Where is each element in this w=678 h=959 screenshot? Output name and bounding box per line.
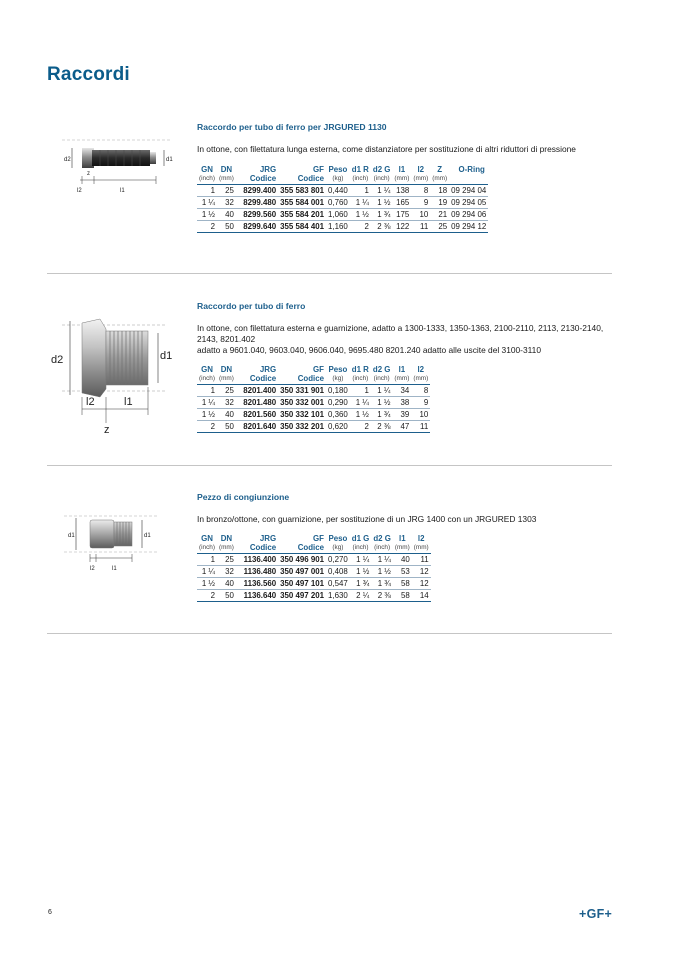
col-header: d2 G (372, 365, 391, 374)
col-unit: (mm) (411, 175, 430, 185)
cell-peso: 0,180 (328, 385, 348, 395)
cell-peso: 0,547 (328, 578, 348, 588)
section-divider (47, 633, 612, 634)
col-header: JRG (259, 165, 277, 174)
col-unit: Codice (236, 175, 278, 185)
cell-gf: 355 584 401 (280, 222, 325, 232)
cell-l2: 14 (412, 590, 431, 602)
col-header: GF (313, 365, 325, 374)
cell-l1: 58 (393, 590, 412, 602)
cell-oring: 09 294 06 (451, 209, 487, 219)
cell-l1: 47 (392, 421, 411, 433)
spec-table (197, 165, 488, 233)
cell-gf: 350 497 201 (280, 591, 325, 601)
table-row (197, 590, 431, 602)
cell-d1: 1 (350, 384, 371, 396)
cell-l1: 38 (392, 396, 411, 408)
col-header: GF (313, 534, 325, 543)
cell-oring: 09 294 05 (451, 197, 487, 207)
table-row (197, 553, 431, 565)
gf-logo: +GF+ (579, 907, 613, 921)
cell-d1: 1 ¼ (350, 553, 372, 565)
col-unit: (kg) (326, 544, 350, 554)
cell-peso: 0,760 (328, 197, 348, 207)
section-description: adatto a 9601.040, 9603.040, 9606.040, 9695.480 8201.240 adatto alle uscite del 3100-3110 (197, 345, 541, 355)
label-z: z (87, 171, 90, 177)
col-unit: (kg) (326, 375, 350, 385)
cell-gn: 1 (197, 384, 217, 396)
cell-jrg: 8299.560 (236, 208, 278, 220)
cell-l2: 9 (411, 396, 430, 408)
cell-l1: 53 (393, 565, 412, 577)
table-row (197, 384, 430, 396)
cell-peso: 0,440 (328, 185, 348, 195)
label-d1-right: d1 (144, 533, 151, 539)
cell-dn: 32 (217, 565, 236, 577)
cell-l2: 11 (411, 421, 430, 433)
cell-l2: 10 (411, 208, 430, 220)
section-divider (47, 465, 612, 466)
col-header: GN (201, 165, 213, 174)
cell-z: 21 (430, 208, 449, 220)
col-header: d2 G (372, 165, 391, 174)
section-description: In ottone, con filettatura lunga esterna, come distanziatore per sostituzione di altri riduttori di pressione (197, 144, 576, 154)
section-content (197, 301, 617, 433)
label-l2: l2 (90, 566, 95, 572)
col-unit: (mm) (217, 175, 236, 185)
cell-gf: 350 332 001 (280, 397, 325, 407)
cell-gf: 355 584 201 (280, 209, 325, 219)
col-unit: (mm) (217, 375, 236, 385)
table-units-row (197, 544, 431, 554)
label-d1-left: d1 (68, 533, 75, 539)
table-row (197, 421, 430, 433)
cell-z: 25 (430, 221, 449, 233)
spec-table (197, 365, 430, 433)
col-unit: (inch) (350, 175, 371, 185)
cell-l1: 165 (392, 196, 411, 208)
cell-dn: 25 (217, 184, 236, 196)
cell-dn: 40 (217, 577, 236, 589)
cell-gf: 350 331 901 (280, 385, 325, 395)
col-unit: (inch) (371, 375, 393, 385)
col-unit: (mm) (392, 375, 411, 385)
col-header: GN (201, 534, 213, 543)
section-title: Pezzo di congiunzione (197, 492, 290, 502)
fitting-drawing-connector (62, 500, 162, 580)
col-header: l2 (417, 534, 425, 543)
cell-peso: 0,620 (328, 422, 348, 432)
cell-dn: 40 (217, 408, 236, 420)
cell-gn: 1 (197, 553, 217, 565)
cell-l1: 34 (392, 384, 411, 396)
col-unit: (mm) (393, 544, 412, 554)
cell-gf: 350 497 001 (280, 566, 325, 576)
cell-d2: 2 ⅜ (371, 221, 393, 233)
col-unit: (inch) (197, 375, 217, 385)
col-header: JRG (259, 365, 277, 374)
col-unit: Codice (278, 544, 326, 554)
cell-l1: 138 (392, 184, 411, 196)
cell-dn: 50 (217, 590, 236, 602)
col-header: l1 (399, 534, 406, 543)
cell-jrg: 1136.640 (236, 590, 278, 602)
cell-l2: 12 (412, 565, 431, 577)
col-unit: (inch) (371, 544, 393, 554)
cell-jrg: 8201.560 (236, 408, 278, 420)
label-d2: d2 (51, 354, 64, 366)
cell-d2: 1 ½ (371, 196, 393, 208)
label-l1: l1 (112, 566, 117, 572)
cell-d1: 1 ¼ (350, 196, 371, 208)
label-l2: l2 (86, 396, 95, 408)
cell-peso: 0,290 (328, 397, 348, 407)
cell-l1: 58 (393, 577, 412, 589)
cell-d1: 1 ½ (350, 408, 371, 420)
table-row (197, 577, 431, 589)
table-row (197, 184, 488, 196)
col-unit: Codice (236, 544, 278, 554)
label-l1: l1 (120, 188, 125, 194)
col-header: l1 (398, 365, 406, 374)
table-row (197, 565, 431, 577)
cell-gn: 1 (197, 184, 217, 196)
col-header: Peso (328, 534, 348, 543)
cell-l2: 12 (412, 577, 431, 589)
col-unit: (inch) (197, 175, 217, 185)
section-title: Raccordo per tubo di ferro (197, 301, 306, 311)
cell-gf: 350 332 101 (280, 409, 325, 419)
col-unit: Codice (236, 375, 278, 385)
table-header-row (197, 165, 488, 175)
table-row (197, 408, 430, 420)
col-header: Peso (328, 365, 348, 374)
cell-d2: 1 ½ (371, 565, 393, 577)
cell-gn: 1 ¼ (197, 396, 217, 408)
col-unit: (inch) (350, 544, 372, 554)
cell-gf: 355 583 801 (280, 185, 325, 195)
cell-l1: 175 (392, 208, 411, 220)
cell-peso: 0,360 (328, 409, 348, 419)
section-title: Raccordo per tubo di ferro per JRGURED 1130 (197, 122, 387, 132)
cell-l2: 8 (411, 184, 430, 196)
cell-jrg: 1136.480 (236, 565, 278, 577)
table-units-row (197, 375, 430, 385)
cell-l1: 122 (392, 221, 411, 233)
col-header: d1 R (351, 365, 369, 374)
cell-d1: 2 ¼ (350, 590, 372, 602)
cell-d1: 1 ½ (350, 208, 371, 220)
col-unit (449, 175, 488, 185)
col-unit: (inch) (371, 175, 393, 185)
col-header: l2 (417, 365, 425, 374)
cell-gf: 350 496 901 (280, 554, 325, 564)
cell-d1: 1 ¼ (350, 396, 371, 408)
col-unit: (inch) (197, 544, 217, 554)
col-header: DN (220, 365, 233, 374)
cell-gn: 2 (197, 221, 217, 233)
cell-jrg: 8201.480 (236, 396, 278, 408)
cell-gf: 350 332 201 (280, 422, 325, 432)
cell-peso: 0,408 (328, 566, 348, 576)
cell-oring: 09 294 12 (451, 222, 487, 232)
table-row (197, 396, 430, 408)
col-unit: (mm) (217, 544, 236, 554)
cell-gn: 2 (197, 590, 217, 602)
cell-d2: 1 ½ (371, 396, 393, 408)
cell-d1: 2 (350, 421, 371, 433)
cell-peso: 1,160 (328, 222, 348, 232)
section-description: In bronzo/ottone, con guarnizione, per sostituzione di un JRG 1400 con un JRGURED 1303 (197, 514, 537, 524)
col-unit: (mm) (392, 175, 411, 185)
label-d2: d2 (64, 157, 71, 163)
cell-gn: 1 ½ (197, 208, 217, 220)
cell-peso: 1,630 (328, 591, 348, 601)
label-d1: d1 (160, 350, 173, 362)
label-d1: d1 (166, 157, 173, 163)
cell-gf: 350 497 101 (280, 578, 325, 588)
table-units-row (197, 175, 488, 185)
col-unit: (mm) (430, 175, 449, 185)
cell-l2: 10 (411, 408, 430, 420)
cell-d2: 2 ⅜ (371, 421, 393, 433)
table-row (197, 221, 488, 233)
section-divider (47, 273, 612, 274)
cell-dn: 50 (217, 421, 236, 433)
col-unit: (kg) (326, 175, 350, 185)
cell-gn: 2 (197, 421, 217, 433)
cell-l2: 8 (411, 384, 430, 396)
label-z: z (104, 424, 110, 435)
col-header: Z (437, 165, 443, 174)
cell-dn: 32 (217, 196, 236, 208)
col-header: GN (201, 365, 213, 374)
table-row (197, 196, 488, 208)
cell-gn: 1 ½ (197, 577, 217, 589)
section-description: In ottone, con filettatura esterna e guarnizione, adatto a 1300-1333, 1350-1363, 2100-2110, 2113, 2130-2140, 2143, 8201.402 (197, 323, 604, 344)
cell-oring: 09 294 04 (451, 185, 487, 195)
col-header: Peso (328, 165, 348, 174)
cell-d2: 1 ¾ (371, 408, 393, 420)
cell-jrg: 8299.640 (236, 221, 278, 233)
col-header: JRG (259, 534, 277, 543)
fitting-drawing-hex-union (48, 305, 178, 435)
col-header: d1 G (351, 534, 370, 543)
spec-table (197, 534, 431, 602)
col-header: DN (220, 534, 233, 543)
cell-gn: 1 ¼ (197, 565, 217, 577)
cell-d1: 1 ½ (350, 565, 372, 577)
cell-gn: 1 ½ (197, 408, 217, 420)
cell-dn: 25 (217, 384, 236, 396)
cell-l1: 40 (393, 553, 412, 565)
cell-jrg: 8201.640 (236, 421, 278, 433)
cell-d2: 1 ¼ (371, 553, 393, 565)
col-header: d1 R (351, 165, 369, 174)
cell-gf: 355 584 001 (280, 197, 325, 207)
cell-peso: 0,270 (328, 554, 348, 564)
cell-l1: 39 (392, 408, 411, 420)
cell-d1: 2 (350, 221, 371, 233)
fitting-drawing-long-thread (60, 130, 175, 200)
cell-dn: 40 (217, 208, 236, 220)
col-header: l1 (398, 165, 406, 174)
col-unit: (mm) (412, 544, 431, 554)
cell-d2: 1 ¼ (371, 184, 393, 196)
cell-jrg: 1136.560 (236, 577, 278, 589)
col-header: d2 G (373, 534, 391, 543)
label-l1: l1 (124, 396, 133, 408)
cell-l2: 11 (412, 553, 431, 565)
cell-d2: 1 ¾ (371, 577, 393, 589)
cell-d2: 1 ¾ (371, 208, 393, 220)
cell-jrg: 8201.400 (236, 384, 278, 396)
page-number: 6 (48, 909, 52, 916)
cell-dn: 32 (217, 396, 236, 408)
cell-peso: 1,060 (328, 209, 348, 219)
cell-dn: 50 (217, 221, 236, 233)
cell-jrg: 8299.400 (236, 184, 278, 196)
section-content (197, 492, 617, 602)
col-unit: Codice (278, 175, 326, 185)
cell-d2: 1 ¼ (371, 384, 393, 396)
col-header: DN (220, 165, 233, 174)
cell-jrg: 8299.480 (236, 196, 278, 208)
cell-d2: 2 ⅜ (371, 590, 393, 602)
col-header: GF (313, 165, 325, 174)
col-unit: (mm) (411, 375, 430, 385)
cell-d1: 1 ¾ (350, 577, 372, 589)
cell-l2: 9 (411, 196, 430, 208)
cell-dn: 25 (217, 553, 236, 565)
section-content (197, 122, 617, 233)
cell-z: 18 (430, 184, 449, 196)
label-l2: l2 (77, 188, 82, 194)
col-unit: (inch) (350, 375, 371, 385)
page-title: Raccordi (47, 64, 130, 85)
col-header: l2 (417, 165, 425, 174)
table-row (197, 208, 488, 220)
cell-z: 19 (430, 196, 449, 208)
col-header: O-Ring (458, 165, 485, 174)
cell-l2: 11 (411, 221, 430, 233)
cell-jrg: 1136.400 (236, 553, 278, 565)
col-unit: Codice (278, 375, 326, 385)
cell-d1: 1 (350, 184, 371, 196)
cell-gn: 1 ¼ (197, 196, 217, 208)
